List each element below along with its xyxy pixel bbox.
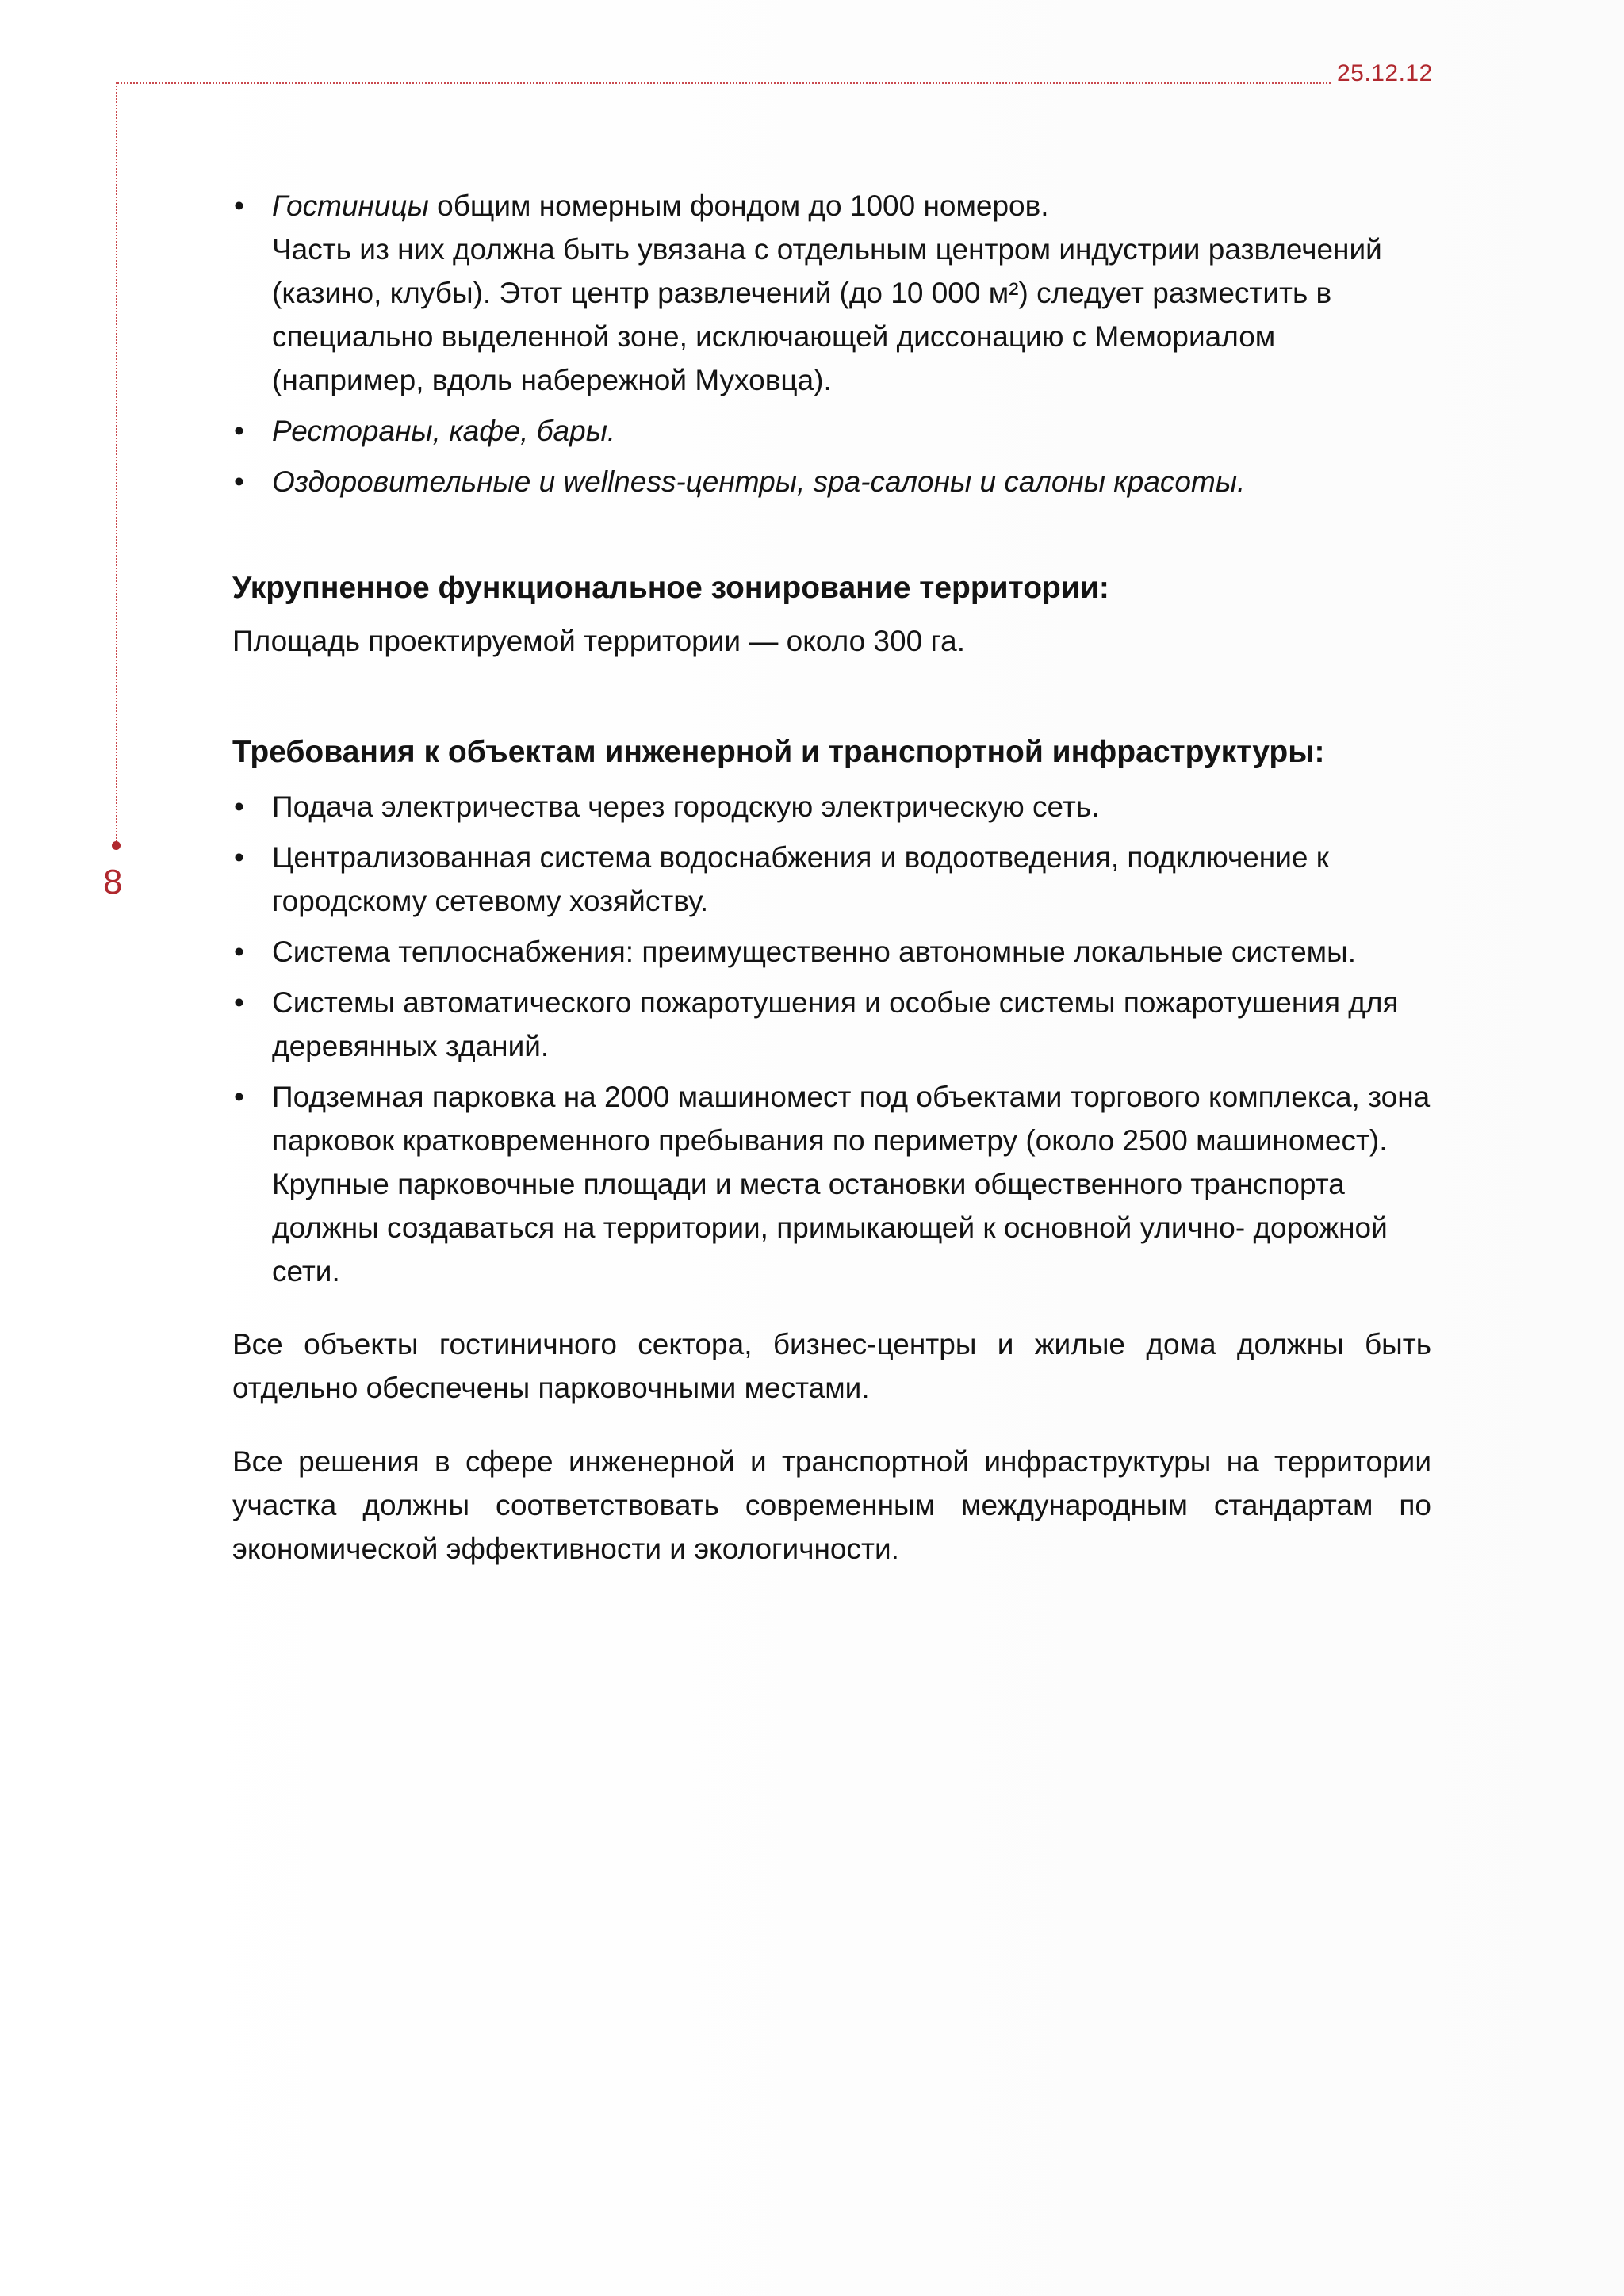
list-item-italic-lead: Оздоровительные и wellness-центры, spa-салоны и салоны красоты. <box>272 465 1246 498</box>
list-item <box>232 1075 1431 1293</box>
bullet-icon: • <box>234 465 244 498</box>
list-item-text: Централизованная система водоснабжения и водоотведения, подключение к городскому сетевому хозяйству. <box>272 841 1329 917</box>
bullet-icon: • <box>234 189 244 222</box>
section-heading-zoning: Укрупненное функциональное зонирование территории: <box>232 571 1109 605</box>
bullet-icon: • <box>234 936 244 968</box>
facilities-list <box>232 184 1431 503</box>
bullet-icon: • <box>234 790 244 823</box>
document-date: 25.12.12 <box>1337 60 1433 86</box>
list-item <box>232 409 1431 453</box>
section-heading-infrastructure: Требования к объектам инженерной и транспортной инфраструктуры: <box>232 735 1325 769</box>
margin-dotted-rule <box>116 82 117 845</box>
list-item-text: Подземная парковка на 2000 машиномест под объектами торгового комплекса, зона парковок кратковременного пребывания по периметру (около 2500 машиномест). Крупные парковочные площади и места остановки общественного транспорта должны создаваться на территории, примыкающей к основной улично- дорожной сети. <box>272 1081 1431 1288</box>
list-item <box>232 981 1431 1068</box>
parking-paragraph: Все объекты гостиничного сектора, бизнес-центры и жилые дома должны быть отдельно обеспечены парковочными местами. <box>232 1328 1431 1404</box>
list-item-continuation: Часть из них должна быть увязана с отдельным центром индустрии развлечений (казино, клубы). Этот центр развлечений (до 10 000 м²) следует разместить в специально выделенной зоне, исключающей диссонацию с Мемориалом (например, вдоль набережной Муховца). <box>272 233 1382 396</box>
list-item-text: Системы автоматического пожаротушения и особые системы пожаротушения для деревянных зданий. <box>272 986 1399 1062</box>
margin-rule-dot <box>112 841 121 850</box>
page-number: 8 <box>103 863 123 901</box>
bullet-icon: • <box>234 415 244 447</box>
list-item <box>232 460 1431 503</box>
bullet-icon: • <box>234 986 244 1019</box>
standards-paragraph: Все решения в сфере инженерной и транспортной инфраструктуры на территории участка должны соответствовать современным международным стандартам по экономической эффективности и экологичности. <box>232 1445 1431 1565</box>
bullet-icon: • <box>234 1081 244 1113</box>
list-item <box>232 836 1431 923</box>
list-item-italic-lead: Гостиницы <box>272 189 429 222</box>
list-item-italic-lead: Рестораны, кафе, бары. <box>272 415 616 447</box>
document-body <box>232 184 1431 1571</box>
list-item <box>232 930 1431 974</box>
list-item-text: общим номерным фондом до 1000 номеров. <box>428 189 1049 222</box>
zoning-text: Площадь проектируемой территории — около 300 га. <box>232 625 965 657</box>
bullet-icon: • <box>234 841 244 874</box>
list-item <box>232 184 1431 402</box>
header-dotted-rule <box>117 82 1331 84</box>
list-item-text: Система теплоснабжения: преимущественно автономные локальные системы. <box>272 936 1356 968</box>
infrastructure-list <box>232 785 1431 1293</box>
list-item-text: Подача электричества через городскую электрическую сеть. <box>272 790 1100 823</box>
list-item <box>232 785 1431 828</box>
